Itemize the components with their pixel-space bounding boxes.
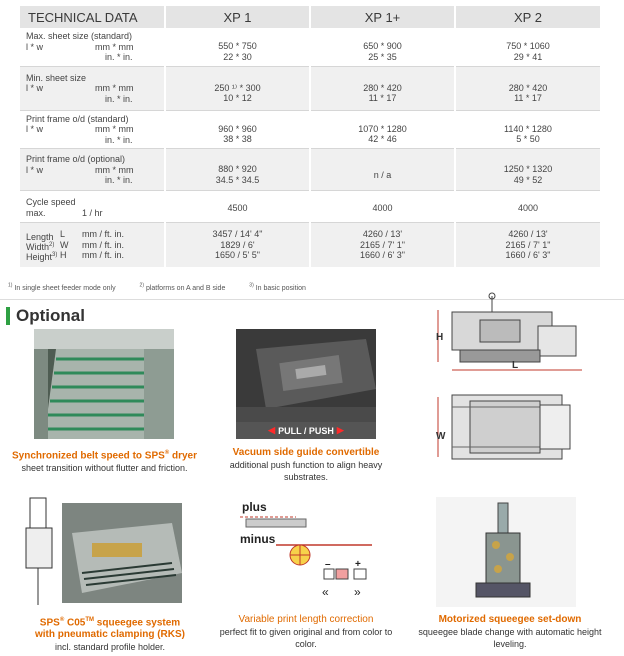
rewind-icon: « (322, 585, 329, 599)
arrow-left-icon: ◀ (268, 425, 276, 435)
drawing-side-view (430, 290, 590, 380)
label-l: L (512, 360, 519, 371)
footnotes (8, 283, 328, 292)
diagram-print-length (236, 497, 376, 607)
table-row: Print frame o/d (standard) l * w mm * mm in. * in. 960 * 960 38 * 38 1070 * 1280 42 * 46 1140 * 1280 5 * 50 (20, 110, 600, 149)
plus-icon: + (355, 559, 361, 570)
table-row: Min. sheet size l * w mm * mm in. * in. 250 ¹⁾ * 300 10 * 12 280 * 420 11 * 17 280 * 420 11 * 17 (20, 66, 600, 110)
photo-belt-speed (34, 329, 174, 439)
machine-side-drawing (430, 290, 590, 380)
table-row: Cycle speed max. 1 / hr 4500 4000 4000 (20, 191, 600, 223)
caption-print-length: Variable print length correction perfect fit to given original and from color to color. (219, 614, 393, 649)
caption-belt-speed: Synchronized belt speed to SPS® dryer sheet transition without flutter and friction. (11, 450, 198, 474)
caption-motorized: Motorized squeegee set-down squeegee blade change with automatic height leveling. (418, 614, 602, 649)
minus-icon: – (325, 559, 331, 570)
label-h: H (436, 332, 444, 343)
header-xp2: XP 2 (455, 6, 600, 28)
table-row: Print frame o/d (optional) l * w mm * mm in. * in. 880 * 920 34.5 * 34.5 n / a 1250 * 1320 49 * 52 (20, 149, 600, 191)
caption-vacuum: Vacuum side guide convertible additional push function to align heavy substrates. (229, 447, 383, 482)
motorized-image (436, 497, 576, 607)
print-length-diagram (236, 497, 376, 607)
label-minus: minus (240, 532, 276, 546)
optional-heading: Optional (6, 306, 85, 326)
belt-image (34, 329, 174, 439)
pull-push-overlay: ◀ PULL / PUSH ▶ (236, 422, 376, 439)
photo-motorized-squeegee (436, 497, 576, 607)
header-xp1plus: XP 1+ (310, 6, 455, 28)
footnote-3: $^{3)}$ In basic position (249, 283, 306, 293)
label-w: W (436, 431, 446, 442)
table-row: Max. sheet size (standard) l * w mm * mm in. * in. 550 * 750 22 * 30 650 * 900 25 * 35 750 * 1060 29 * 41 (20, 28, 600, 66)
footnote-2: $^{2)}$ platforms on A and B side (139, 283, 226, 293)
photo-squeegee-rks (22, 493, 182, 608)
technical-data-table (20, 6, 600, 267)
squeegee-image (22, 493, 182, 608)
label-plus: plus (242, 500, 267, 514)
arrow-right-icon: ▶ (336, 425, 344, 435)
drawing-top-view (430, 387, 590, 467)
caption-squeegee-rks: SPS® C05™ squeegee system with pneumatic clamping (RKS) incl. standard profile holder. (34, 617, 185, 653)
machine-top-drawing (430, 387, 590, 467)
accent-bar (6, 307, 10, 325)
table-row: Length L mm / ft. in. Width$^{2)}$ W mm / ft. in. Height$^{3)}$ H mm / ft. in. 3457 / 14' 4" 1829 / 6' 1650 / 5' 5" 4260 / 13' 2165 / 7' 1" 1660 / 6' 3" 4260 / 13' 2165 / 7' 1" 1660 / 6' 3" (20, 223, 600, 267)
header-xp1: XP 1 (165, 6, 310, 28)
forward-icon: » (354, 585, 361, 599)
footnote-1: $^{1)}$ In single sheet feeder mode only (8, 283, 116, 293)
header-technical-data: TECHNICAL DATA (20, 6, 165, 28)
photo-vacuum-side-guide (236, 329, 376, 439)
